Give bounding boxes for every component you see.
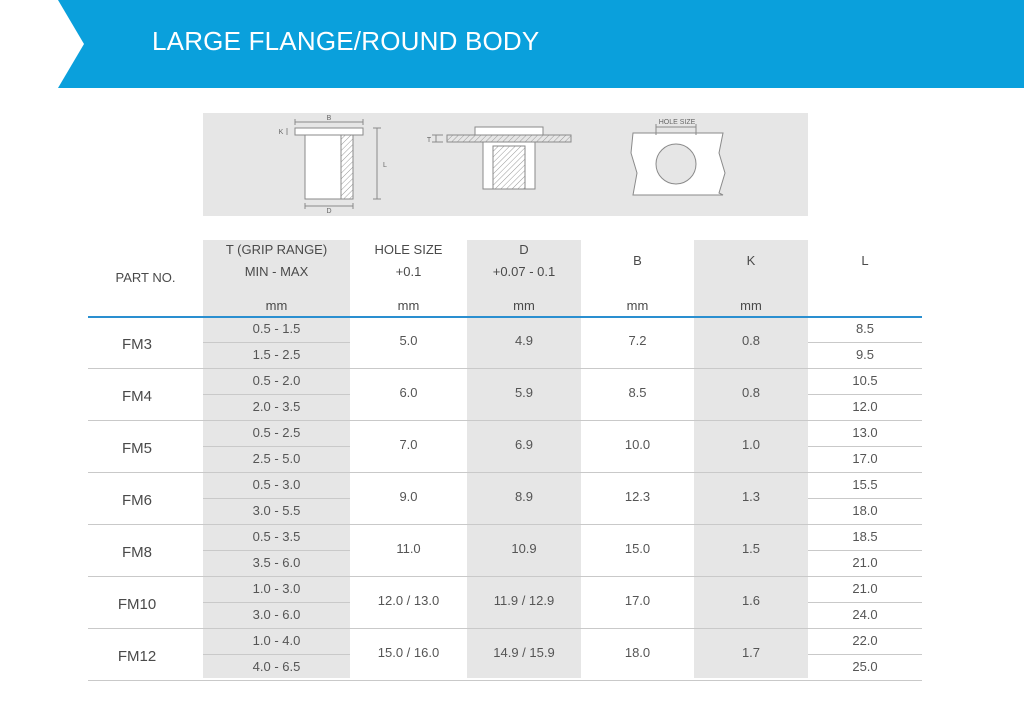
header-d-line1: D [519, 242, 529, 257]
b-cell: 7.2 [628, 333, 647, 348]
row-separator [88, 628, 922, 629]
row-separator [88, 472, 922, 473]
row-separator [88, 524, 922, 525]
grip-range-max-cell: 1.5 - 2.5 [252, 347, 301, 362]
hole-size-cell: 15.0 / 16.0 [377, 645, 440, 660]
d-cell: 14.9 / 15.9 [493, 645, 555, 660]
row-split-line [203, 446, 350, 447]
grip-range-max-cell: 2.0 - 3.5 [252, 399, 301, 414]
page-title: LARGE FLANGE/ROUND BODY [152, 26, 540, 56]
k-cell: 0.8 [741, 385, 761, 400]
label-l: L [383, 162, 387, 169]
header-d-line2: +0.07 - 0.1 [492, 264, 556, 279]
d-cell: 6.9 [514, 437, 534, 452]
row-split-line [808, 654, 922, 655]
label-b: B [326, 115, 332, 122]
k-cell: 1.6 [741, 593, 761, 608]
hole-size-cell: 11.0 [396, 541, 421, 556]
header-d-unit: mm [513, 298, 535, 313]
grip-range-min-cell: 0.5 - 3.5 [252, 529, 301, 544]
b-cell: 8.5 [628, 385, 647, 400]
row-separator [88, 680, 922, 681]
row-split-line [808, 446, 922, 447]
header-t-unit: mm [265, 298, 288, 313]
row-split-line [808, 550, 922, 551]
grip-range-min-cell: 0.5 - 2.5 [252, 425, 301, 440]
b-cell: 12.3 [624, 489, 651, 504]
grip-range-max-cell: 3.5 - 6.0 [252, 555, 301, 570]
grip-range-max-cell: 2.5 - 5.0 [252, 451, 301, 466]
part-number-cell: FM10 [117, 596, 157, 613]
grip-range-min-cell: 1.0 - 4.0 [252, 633, 301, 648]
header-b-line1: B [633, 253, 642, 268]
d-cell: 4.9 [514, 333, 534, 348]
l-cell-2: 12.0 [852, 399, 878, 414]
hole-size-cell: 9.0 [399, 489, 418, 504]
l-cell-1: 10.5 [852, 373, 878, 388]
part-number-cell: FM6 [122, 492, 152, 509]
k-cell: 0.8 [741, 333, 761, 348]
b-cell: 18.0 [624, 645, 651, 660]
label-hole-size: HOLE SIZE [658, 119, 696, 126]
l-cell-2: 17.0 [852, 451, 878, 466]
part-number-cell: FM4 [122, 388, 152, 405]
l-cell-1: 22.0 [852, 633, 878, 648]
d-cell: 5.9 [514, 385, 534, 400]
header-hole-line2: +0.1 [395, 264, 422, 279]
l-cell-1: 21.0 [852, 581, 878, 596]
hole-size-cell: 7.0 [399, 437, 418, 452]
part-number-cell: FM8 [122, 544, 152, 561]
d-cell: 8.9 [514, 489, 534, 504]
row-split-line [203, 602, 350, 603]
grip-range-max-cell: 3.0 - 5.5 [252, 503, 301, 518]
row-split-line [203, 654, 350, 655]
row-split-line [808, 602, 922, 603]
grip-range-min-cell: 1.0 - 3.0 [252, 581, 301, 596]
label-d: D [326, 208, 332, 215]
grip-range-max-cell: 4.0 - 6.5 [252, 659, 301, 674]
hole-size-cell: 5.0 [399, 333, 418, 348]
row-split-line [203, 394, 350, 395]
header-t-line1: T (GRIP RANGE) [225, 242, 328, 257]
header-hole-unit: mm [397, 298, 420, 313]
row-split-line [808, 394, 922, 395]
row-separator [88, 576, 922, 577]
header-k-unit: mm [740, 298, 762, 313]
header-hole-line1: HOLE SIZE [374, 242, 443, 257]
row-split-line [808, 498, 922, 499]
d-cell: 10.9 [511, 541, 537, 556]
d-cell: 11.9 / 12.9 [493, 593, 555, 608]
header-l-line1: L [861, 253, 869, 268]
l-cell-1: 8.5 [855, 321, 875, 336]
row-split-line [808, 342, 922, 343]
grip-range-min-cell: 0.5 - 3.0 [252, 477, 301, 492]
header-t-line2: MIN - MAX [244, 264, 309, 279]
part-number-cell: FM5 [122, 440, 152, 457]
part-number-cell: FM3 [122, 336, 152, 353]
hole-size-cell: 6.0 [399, 385, 418, 400]
l-cell-1: 13.0 [852, 425, 878, 440]
grip-range-min-cell: 0.5 - 1.5 [252, 321, 301, 336]
b-cell: 15.0 [624, 541, 651, 556]
l-cell-2: 25.0 [852, 659, 878, 674]
header-b-unit: mm [626, 298, 649, 313]
grip-range-max-cell: 3.0 - 6.0 [252, 607, 301, 622]
k-cell: 1.0 [741, 437, 761, 452]
b-cell: 17.0 [624, 593, 651, 608]
header-rule [88, 316, 922, 318]
k-cell: 1.3 [741, 489, 761, 504]
l-cell-2: 24.0 [852, 607, 878, 622]
b-cell: 10.0 [624, 437, 651, 452]
grip-range-min-cell: 0.5 - 2.0 [252, 373, 301, 388]
row-separator [88, 368, 922, 369]
part-number-cell: FM12 [117, 648, 157, 665]
row-separator [88, 420, 922, 421]
l-cell-1: 15.5 [852, 477, 878, 492]
l-cell-2: 9.5 [855, 347, 875, 362]
hole-size-cell: 12.0 / 13.0 [377, 593, 440, 608]
k-cell: 1.5 [741, 541, 761, 556]
label-t: T [426, 137, 432, 144]
row-split-line [203, 498, 350, 499]
header-part-no: PART NO. [115, 270, 176, 285]
row-split-line [203, 342, 350, 343]
label-k: K [278, 129, 284, 136]
l-cell-2: 21.0 [852, 555, 878, 570]
l-cell-1: 18.5 [852, 529, 878, 544]
row-split-line [203, 550, 350, 551]
k-cell: 1.7 [741, 645, 761, 660]
l-cell-2: 18.0 [852, 503, 878, 518]
header-k-line1: K [746, 253, 756, 268]
